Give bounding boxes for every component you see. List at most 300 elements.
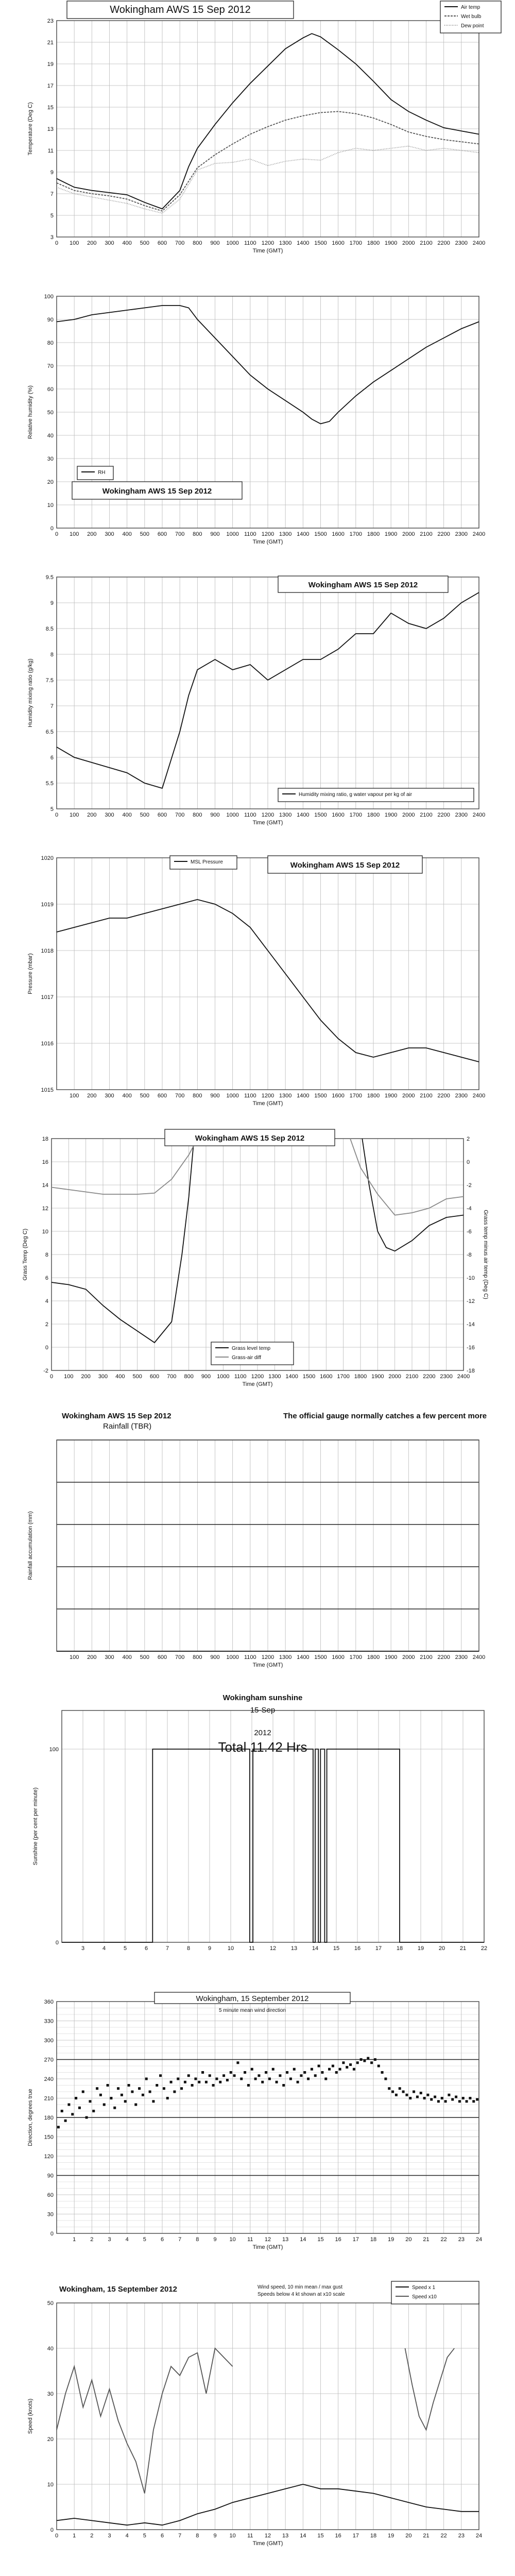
y-tick-label: 9 [50,170,54,176]
y-tick-label: 30 [47,456,54,462]
data-point [349,2063,352,2066]
data-point [437,2100,440,2103]
x-tick-label: 800 [193,531,202,537]
data-point [222,2074,225,2077]
x-axis-label: Time (GMT) [252,1100,283,1107]
x-tick-label: 2400 [472,1093,486,1099]
chart-panel-rain [0,1404,515,1682]
data-point [215,2078,218,2080]
data-point [145,2078,148,2080]
x-tick-label: 17 [375,1945,382,1952]
data-point [339,2068,341,2071]
x-tick-label: 21 [423,2236,430,2243]
x-tick-label: 1700 [349,1654,363,1660]
x-tick-label: 600 [149,1374,160,1380]
y-tick-label: 6 [50,755,54,761]
x-tick-label: 4 [102,1945,106,1952]
chart-svg-sunshine [0,1685,515,1973]
x-tick-label: 900 [210,1093,220,1099]
chart-title: Wokingham AWS 15 Sep 2012 [195,1134,305,1143]
x-tick-label: 700 [175,531,185,537]
data-point [121,2094,123,2096]
data-point [134,2104,137,2106]
chart-svg-windspeed [0,2277,515,2571]
x-tick-label: 700 [175,812,185,818]
x-tick-label: 900 [201,1374,211,1380]
x-tick-label: 0 [49,1374,54,1380]
y-tick-label: 20 [47,2436,54,2443]
y-tick-label: 13 [47,126,54,132]
chart-panel-mixing [0,562,515,840]
y-right-tick-label: -12 [467,1298,475,1304]
y-tick-label: 10 [47,2482,54,2488]
y-tick-label: 8 [50,652,54,658]
chart-svg-rh [0,281,515,559]
x-tick-label: 800 [193,812,202,818]
data-point [472,2100,475,2103]
x-tick-label: 2100 [420,812,433,818]
x-tick-label: 2000 [402,240,415,246]
legend-label: Grass level temp [232,1346,271,1351]
data-point [78,2107,81,2109]
legend-label: Humidity mixing ratio, g water vapour per kg of air [299,792,413,798]
chart-svg-temp [0,0,515,278]
x-tick-label: 14 [312,1945,319,1952]
y-tick-label: 7.5 [45,677,54,684]
x-tick-label: 400 [115,1374,125,1380]
x-tick-label: 100 [64,1374,74,1380]
chart-title: Wokingham, 15 September 2012 [59,2285,177,2294]
x-tick-label: 1100 [244,812,256,818]
x-tick-label: 19 [388,2533,394,2539]
data-point [441,2097,443,2099]
x-tick-label: 1800 [367,240,380,246]
x-tick-label: 18 [370,2533,377,2539]
x-tick-label: 500 [132,1374,142,1380]
y-tick-label: 60 [47,2192,54,2198]
x-tick-label: 900 [210,812,220,818]
y-right-tick-label: -14 [467,1321,475,1328]
data-point [124,2100,127,2103]
x-tick-label: 9 [213,2236,217,2243]
grid [57,577,479,809]
data-point [293,2068,296,2071]
x-tick-label: 800 [193,1654,202,1660]
y-tick-label: 30 [47,2211,54,2218]
y-axis-label: Pressure (mbar) [27,953,33,994]
y-tick-label: -2 [43,1368,48,1374]
data-point [103,2104,106,2106]
x-tick-label: 1500 [302,1374,316,1380]
data-point [247,2084,250,2087]
data-point [177,2078,179,2080]
y-tick-label: 1015 [41,1087,54,1093]
x-axis-label: Time (GMT) [252,539,283,545]
y-tick-label: 6.5 [45,729,54,735]
x-tick-label: 1300 [279,531,292,537]
chart-title: Wokingham AWS 15 Sep 2012 [110,4,251,15]
y-tick-label: 40 [47,433,54,439]
x-tick-label: 600 [157,1654,167,1660]
data-point [131,2091,133,2093]
y-right-tick-label: -18 [467,1368,475,1374]
x-tick-label: 8 [196,2236,199,2243]
y-tick-label: 7 [50,703,54,709]
y-tick-label: 30 [47,2391,54,2397]
data-point [272,2068,274,2071]
x-tick-label: 300 [105,240,114,246]
data-point [342,2061,345,2064]
data-point [194,2078,197,2080]
x-tick-label: 1900 [384,1654,398,1660]
x-tick-label: 12 [269,1945,277,1952]
y-axis-label: Temperature (Deg C) [27,102,33,156]
x-tick-label: 7 [178,2533,182,2539]
data-point [416,2096,419,2098]
y-tick-label: 0 [50,2527,54,2533]
grid [57,2002,479,2233]
data-point [430,2098,433,2101]
x-tick-label: 200 [87,1093,97,1099]
x-tick-label: 1700 [349,531,363,537]
data-point [71,2113,74,2115]
x-tick-label: 24 [475,2236,483,2243]
x-tick-label: 200 [87,812,97,818]
data-point [279,2074,281,2077]
x-tick-label: 4 [125,2533,129,2539]
legend-label: Grass-air diff [232,1355,262,1361]
x-tick-label: 14 [300,2236,306,2243]
x-tick-label: 200 [87,1654,97,1660]
data-point [335,2071,338,2074]
chart-title: Wokingham AWS 15 Sep 2012 [102,487,212,496]
y-tick-label: 2 [45,1321,48,1328]
x-tick-label: 1900 [384,1093,398,1099]
data-point [96,2087,98,2090]
data-point [314,2074,317,2077]
x-tick-label: 2400 [472,1654,486,1660]
x-tick-label: 1400 [297,812,310,818]
x-tick-label: 1700 [337,1374,350,1380]
x-tick-label: 1900 [384,812,398,818]
data-point [57,2126,60,2128]
y-axis-label: Direction, degrees true [27,2089,33,2146]
data-point [149,2091,151,2093]
x-tick-label: 10 [227,1945,234,1952]
x-tick-label: 200 [87,240,97,246]
x-tick-label: 7 [178,2236,182,2243]
data-point [420,2092,422,2094]
data-point [92,2110,95,2112]
chart-panel-temp [0,0,515,278]
y-axis-label: Rainfall accumulation (mm) [27,1511,33,1580]
data-point [324,2078,327,2080]
chart-subtitle: 5 minute mean wind direction [218,2008,286,2013]
x-tick-label: 1500 [314,240,327,246]
x-tick-label: 100 [69,1093,79,1099]
x-tick-label: 900 [210,531,220,537]
series-line-1 [57,2348,454,2494]
x-tick-label: 1900 [384,531,398,537]
x-tick-label: 1100 [244,531,256,537]
x-tick-label: 15 [317,2533,324,2539]
x-tick-label: 400 [122,531,132,537]
x-tick-label: 2100 [420,240,433,246]
data-point [311,2068,313,2071]
x-tick-label: 1800 [367,531,380,537]
legend-label: MSL Pressure [191,859,223,865]
y-right-tick-label: -16 [467,1345,475,1351]
x-tick-label: 2200 [437,240,450,246]
x-tick-label: 400 [122,812,132,818]
chart-svg-rain [0,1404,515,1682]
data-point [363,2060,366,2062]
chart-title: Wokingham AWS 15 Sep 2012 [290,861,400,870]
x-tick-label: 0 [55,2533,59,2539]
chart-panel-windspeed [0,2277,515,2571]
y-tick-label: 23 [47,18,54,24]
x-tick-label: 2000 [402,812,415,818]
x-tick-label: 1200 [261,1093,274,1099]
y-tick-label: 0 [55,1940,59,1946]
data-point [353,2068,355,2071]
data-point [466,2100,468,2103]
data-point [184,2081,186,2083]
x-tick-label: 1500 [314,531,327,537]
x-tick-label: 1300 [279,812,292,818]
data-point [110,2097,112,2099]
y-tick-label: 90 [47,317,54,323]
x-axis-label: Time (GMT) [252,2244,283,2250]
y-tick-label: 210 [44,2095,54,2102]
data-point [374,2058,376,2061]
x-tick-label: 1000 [226,531,239,537]
x-tick-label: 1700 [349,240,363,246]
x-tick-label: 600 [157,531,167,537]
x-tick-label: 1800 [367,1093,380,1099]
x-tick-label: 2300 [455,1654,468,1660]
y-right-tick-label: -2 [467,1182,472,1189]
data-point [180,2087,183,2090]
data-point [388,2087,390,2090]
chart-svg-mixing [0,562,515,840]
x-tick-label: 1500 [314,1093,327,1099]
y-tick-label: 60 [47,386,54,393]
y-axis-label: Speed (knots) [27,2398,33,2434]
chart-svg-winddir [0,1976,515,2275]
chart-subtitle: Rainfall (TBR) [103,1422,152,1431]
x-tick-label: 800 [193,240,202,246]
x-tick-label: 2400 [472,531,486,537]
x-tick-label: 1100 [234,1374,247,1380]
legend-label: Speed x10 [412,2294,437,2300]
x-tick-label: 400 [122,1093,132,1099]
data-point [198,2081,200,2083]
data-point [89,2100,91,2103]
x-tick-label: 1600 [332,1093,345,1099]
y-tick-label: 5 [50,806,54,812]
x-tick-label: 20 [438,1945,445,1952]
grid [57,858,479,1090]
x-tick-label: 11 [249,1945,255,1952]
chart-title: Wokingham, 15 September 2012 [196,1994,309,2003]
x-tick-label: 21 [423,2533,430,2539]
x-tick-label: 19 [388,2236,394,2243]
grid [57,21,479,237]
x-tick-label: 0 [55,531,59,537]
x-tick-label: 1200 [261,812,274,818]
y-tick-label: 16 [42,1159,48,1165]
x-tick-label: 1800 [367,1654,380,1660]
x-tick-label: 2100 [420,1093,433,1099]
x-tick-label: 1300 [268,1374,281,1380]
x-tick-label: 13 [282,2236,289,2243]
x-tick-label: 2200 [437,1654,450,1660]
x-tick-label: 20 [405,2236,412,2243]
data-point [258,2074,260,2077]
x-tick-label: 400 [122,240,132,246]
data-point [240,2078,243,2080]
x-tick-label: 1400 [297,531,310,537]
data-point [209,2074,211,2077]
legend-label: RH [98,470,106,476]
data-point [346,2066,348,2069]
x-tick-label: 23 [458,2236,465,2243]
x-tick-label: 20 [405,2533,412,2539]
x-tick-label: 2300 [455,812,468,818]
x-tick-label: 2300 [440,1374,453,1380]
y-right-tick-label: -6 [467,1229,472,1235]
x-tick-label: 300 [105,812,114,818]
y-tick-label: 180 [44,2115,54,2121]
y-right-tick-label: -8 [467,1252,472,1258]
y-tick-label: 10 [47,502,54,509]
x-tick-label: 2100 [405,1374,419,1380]
y-tick-label: 4 [45,1298,48,1304]
x-tick-label: 700 [175,240,185,246]
x-tick-label: 1400 [297,1654,310,1660]
x-tick-label: 5 [143,2236,146,2243]
y-tick-label: 270 [44,2057,54,2063]
y-tick-label: 0 [50,526,54,532]
x-tick-label: 1400 [285,1374,298,1380]
data-point [476,2098,478,2101]
x-tick-label: 1600 [332,240,345,246]
x-tick-label: 1 [73,2533,76,2539]
data-point [75,2097,77,2099]
data-point [455,2096,457,2098]
x-tick-label: 11 [247,2236,253,2243]
grid [57,1440,479,1651]
data-point [469,2097,471,2099]
data-point [187,2074,190,2077]
x-tick-label: 2200 [437,531,450,537]
x-tick-label: 6 [160,2236,164,2243]
x-tick-label: 1500 [314,812,327,818]
data-point [173,2091,176,2093]
data-point [370,2061,373,2064]
data-point [205,2081,208,2083]
data-point [201,2071,204,2074]
chart-year: 2012 [254,1728,271,1737]
y-tick-label: 0 [45,1345,48,1351]
legend-label: Speed x 1 [412,2285,436,2291]
y-tick-label: 9.5 [45,574,54,581]
y-axis-label: Relative humidity (%) [27,385,33,439]
data-point [307,2078,310,2080]
x-tick-label: 2400 [457,1374,470,1380]
x-tick-label: 1200 [261,531,274,537]
data-point [451,2098,454,2101]
x-tick-label: 1000 [217,1374,230,1380]
x-tick-label: 1600 [332,531,345,537]
y-right-tick-label: -10 [467,1275,475,1281]
x-tick-label: 500 [140,240,150,246]
x-tick-label: 10 [229,2533,236,2539]
x-tick-label: 12 [264,2236,271,2243]
chart-date: 15-Sep [250,1706,276,1715]
legend [77,466,113,480]
data-point [289,2078,292,2080]
x-tick-label: 23 [458,2533,465,2539]
chart-panel-winddir [0,1976,515,2275]
x-tick-label: 1100 [244,240,256,246]
data-point [399,2087,401,2090]
data-point [226,2079,229,2081]
y-tick-label: 8 [45,1252,48,1258]
x-tick-label: 8 [196,2533,199,2539]
data-point [82,2091,84,2093]
data-point [286,2071,288,2074]
data-point [381,2071,384,2074]
x-tick-label: 11 [247,2533,253,2539]
data-point [254,2078,257,2080]
data-point [448,2094,450,2096]
x-tick-label: 1800 [367,812,380,818]
data-point [300,2074,302,2077]
x-tick-label: 100 [69,1654,79,1660]
data-point [159,2074,162,2077]
y-tick-label: 330 [44,2018,54,2025]
x-tick-label: 2000 [402,531,415,537]
data-point [156,2084,158,2087]
x-tick-label: 22 [480,1945,488,1952]
chart-title: Wokingham AWS 15 Sep 2012 [62,1412,171,1420]
data-point [265,2071,267,2074]
data-point [318,2065,320,2067]
data-point [99,2094,102,2096]
data-point [444,2100,447,2103]
y-tick-label: 50 [47,2300,54,2307]
y-tick-label: 6 [45,1275,48,1281]
x-tick-label: 1500 [314,1654,327,1660]
x-tick-label: 1300 [279,240,292,246]
data-point [152,2100,154,2103]
data-point [282,2084,285,2087]
x-tick-label: 500 [140,812,150,818]
x-tick-label: 200 [81,1374,91,1380]
chart-total: Total 11.42 Hrs [218,1739,307,1755]
data-point [426,2094,429,2096]
x-tick-label: 3 [81,1945,85,1952]
chart-title: Wokingham sunshine [222,1693,303,1702]
x-tick-label: 400 [122,1654,132,1660]
x-tick-label: 1900 [384,240,398,246]
chart-svg-grass [0,1123,515,1401]
data-point [367,2057,369,2060]
x-tick-label: 3 [108,2236,111,2243]
data-point [405,2094,408,2096]
